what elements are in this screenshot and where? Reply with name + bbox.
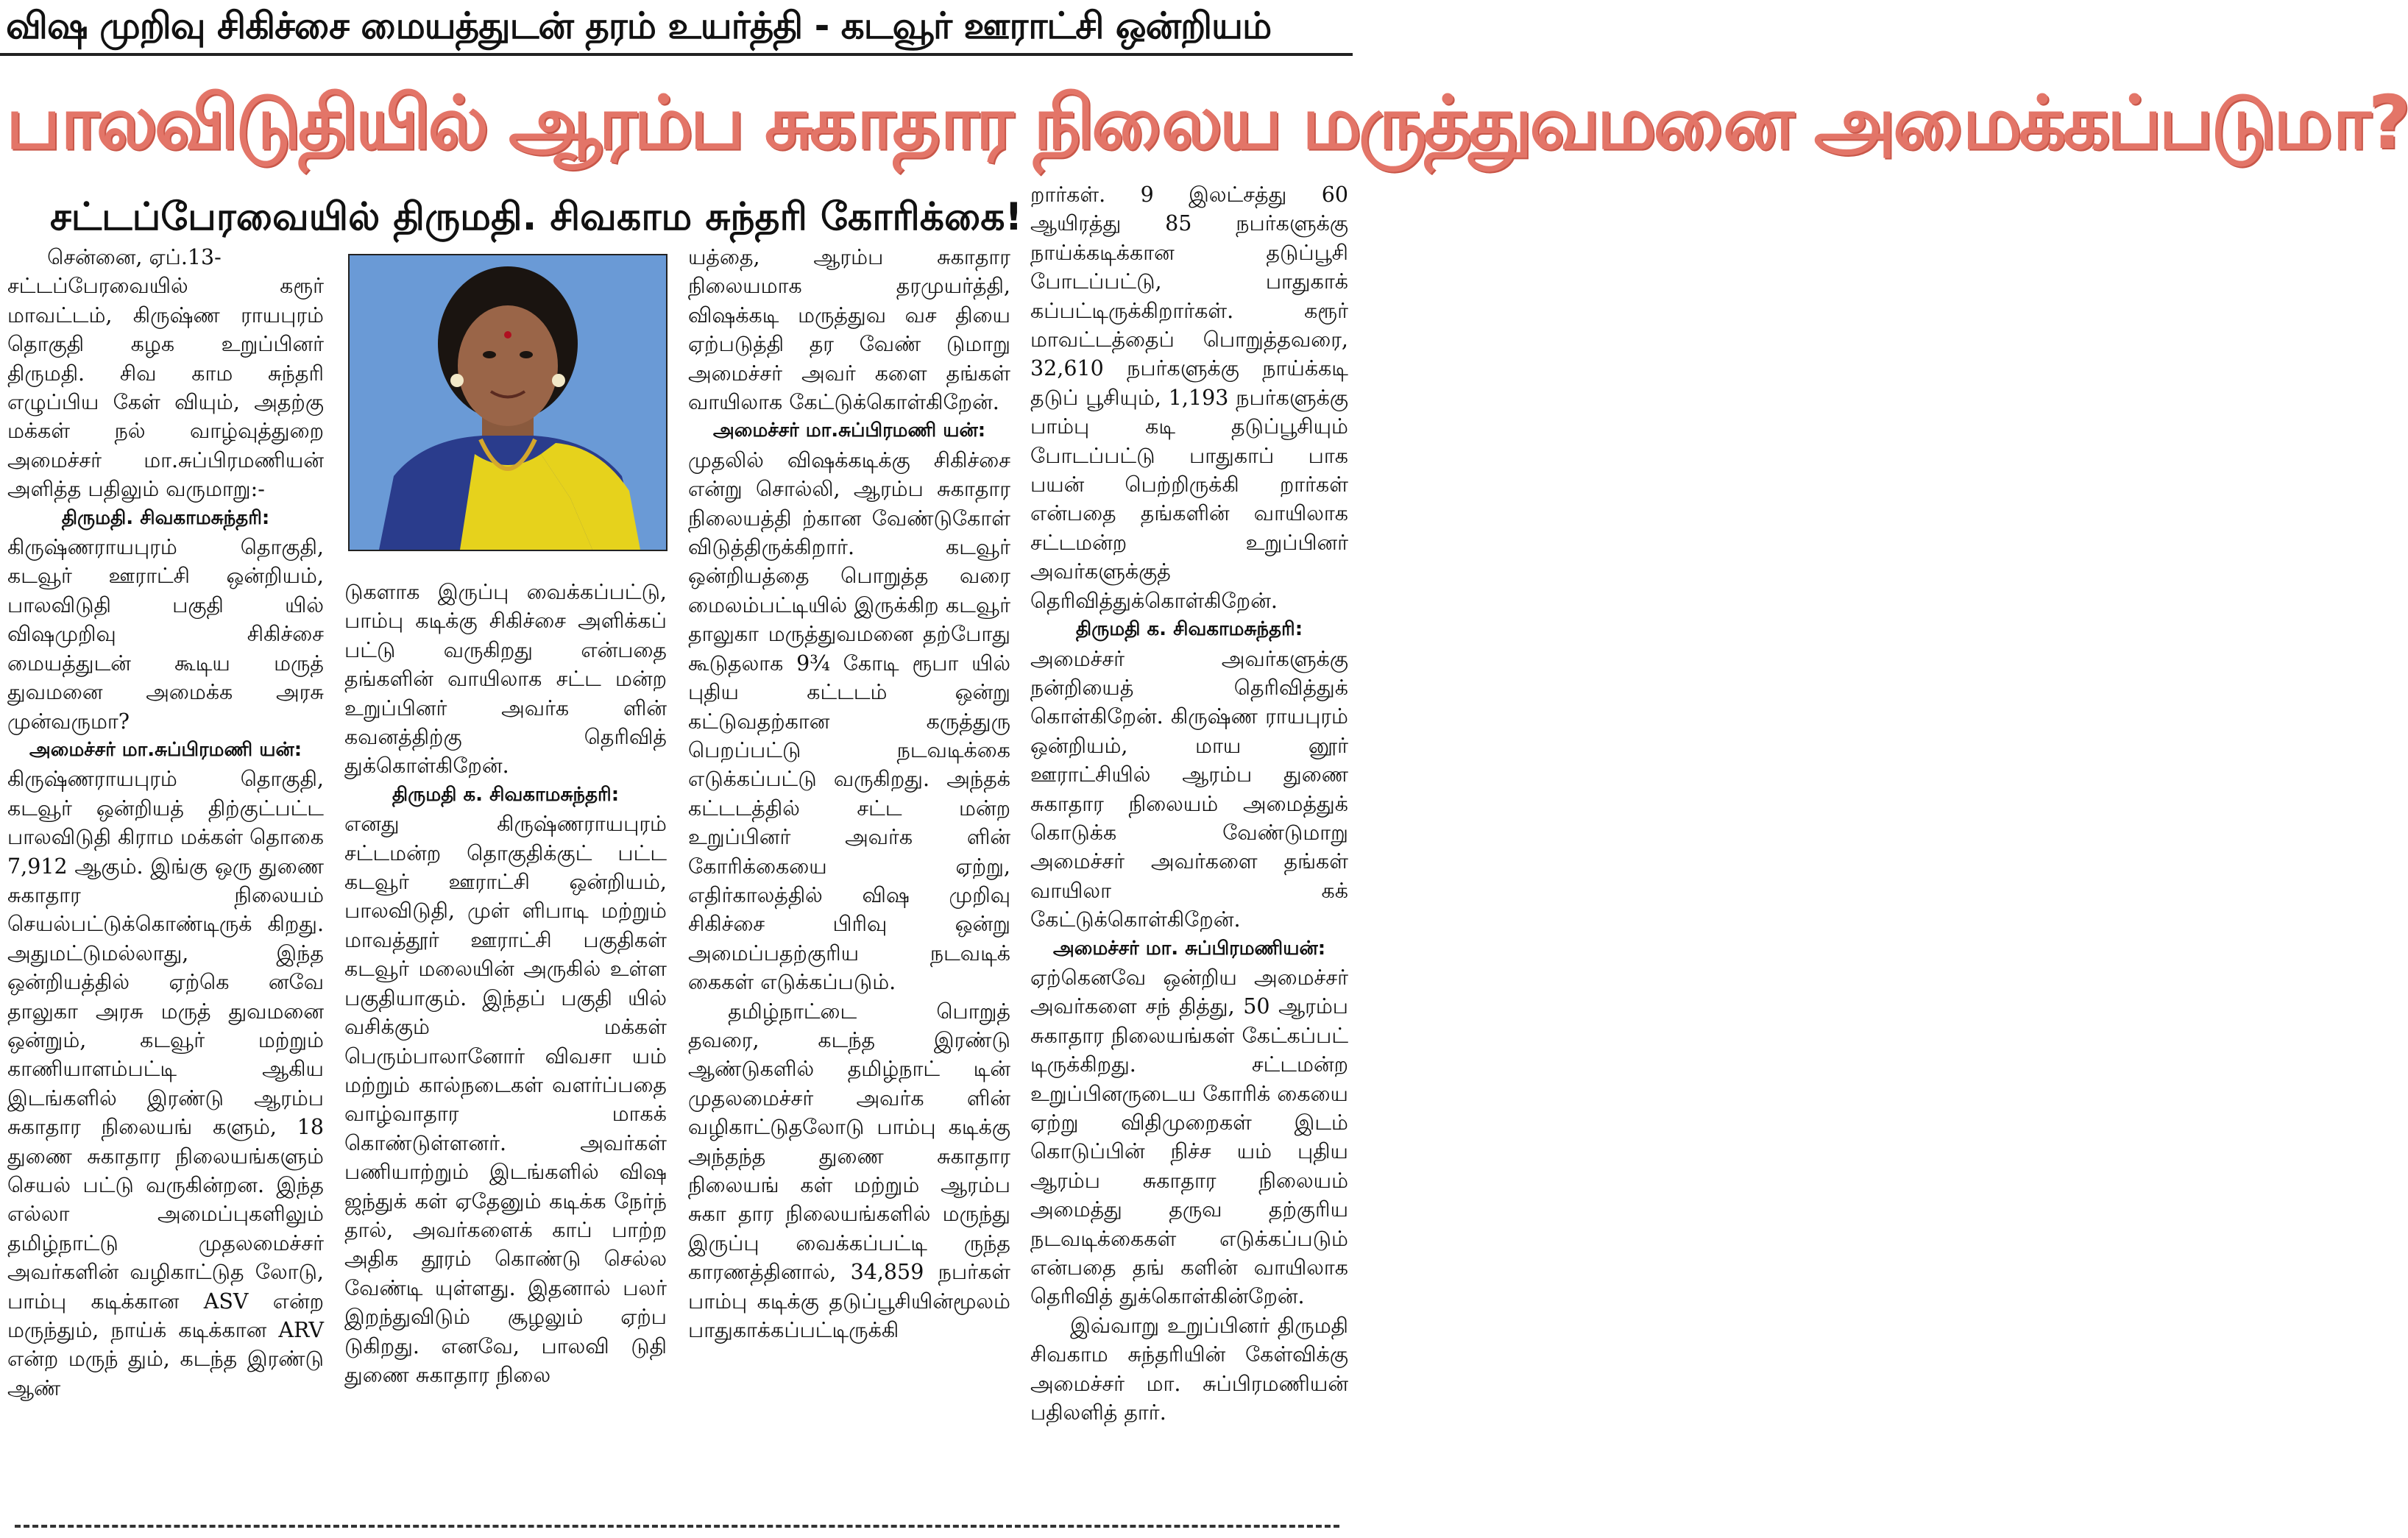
article-column-2 [344,578,667,1520]
question-paragraph: அமைச்சர் அவர்களுக்கு நன்றியைத் தெரிவித்துக் கொள்கிறேன். கிருஷ்ண ராயபுரம் ஒன்றியம், மாய னூர் ஊராட்சியில் ஆரம்ப துணை சுகாதார நிலையம் அமைத்துக் கொடுக்க வேண்டுமாறு அமைச்சர் அவர்களை தங்கள் வாயிலா கக் கேட்டுக்கொள்கிறேன். [1030,646,1348,932]
portrait-photo [348,254,667,551]
answer-paragraph: முதலில் விஷக்கடிக்கு சிகிச்சை என்று சொல்லி, ஆரம்ப சுகாதார நிலையத்தி ற்கான வேண்டுகோள் விடுத்திருக்கிறார். கடவூர் ஒன்றியத்தை பொறுத்த வரை மைலம்பட்டியில் இருக்கிற கடவூர் தாலுகா மருத்துவமனை தற்போது கூடுதலாக 9¾ கோடி ரூபா யில் புதிய கட்டடம் ஒன்று கட்டுவதற்கான கருத்துரு பெறப்பட்டு நடவடிக்கை எடுக்கப்பட்டு வருகிறது. அந்தக் கட்டடத்தில் சட்ட மன்ற உறுப்பினர் அவர்க ளின் கோரிக்கையை ஏற்று, எதிர்காலத்தில் விஷ முறிவு சிகிச்சை பிரிவு ஒன்று அமைப்பதற்குரிய நடவடிக் கைகள் எடுக்கப்படும். [688,447,1010,995]
kicker-divider [0,53,1353,56]
speaker-label: அமைச்சர் மா.சுப்பிரமணி யன்: [29,738,302,761]
speaker-label: திருமதி க. சிவகாமசுந்தரி: [1075,618,1303,641]
article-column-1 [7,243,324,1520]
question-paragraph: யத்தை, ஆரம்ப சுகாதார நிலையமாக தரமுயர்த்தி, விஷக்கடி மருத்துவ வச தியை ஏற்படுத்தி தர வேண் டுமாறு அமைச்சர் அவர் களை தங்கள் வாயிலாக கேட்டுக்கொள்கிறேன். [688,245,1010,415]
bottom-dashed-divider [15,1525,1339,1528]
answer-paragraph: ஏற்கெனவே ஒன்றிய அமைச்சர் அவர்களை சந் தித்து, 50 ஆரம்ப சுகாதார நிலையங்கள் கேட்கப்பட் டிருக்கிறது. சட்டமன்ற உறுப்பினருடைய கோரிக் கையை ஏற்று விதிமுறைகள் இடம் கொடுப்பின் நிச்ச யம் புதிய ஆரம்ப சுகாதார நிலையம் அமைத்து தருவ தற்குரிய நடவடிக்கைகள் எடுக்கப்படும் என்பதை தங் களின் வாயிலாக தெரிவித் துக்கொள்கின்றேன். [1030,965,1348,1309]
article-column-3 [688,243,1010,1520]
article-column-4 [1030,180,1348,1520]
kicker-line: விஷ முறிவு சிகிச்சை மையத்துடன் தரம் உயர்த்தி - கடவூர் ஊராட்சி ஒன்றியம் [6,4,1272,47]
question-paragraph: எனது கிருஷ்ணராயபுரம் சட்டமன்ற தொகுதிக்குட் பட்ட கடவூர் ஊராட்சி ஒன்றியம், பாலவிடுதி, முள் ளிபாடி மற்றும் மாவத்தூர் ஊராட்சி பகுதிகள் கடவூர் மலையின் அருகில் உள்ள பகுதியாகும். இந்தப் பகுதி யில் வசிக்கும் மக்கள் பெரும்பாலானோர் விவசா யம் மற்றும் கால்நடைகள் வளர்ப்பதை வாழ்வாதார மாகக் கொண்டுள்ளனர். அவர்கள் பணியாற்றும் இடங்களில் விஷ ஜந்துக் கள் ஏதேனும் கடிக்க நேர்ந் தால், அவர்களைக் காப் பாற்ற அதிக தூரம் கொண்டு செல்ல வேண்டி யுள்ளது. இதனால் பலர் இறந்துவிடும் சூழலும் ஏற்ப டுகிறது. எனவே, பாலவி டுதி துணை சுகாதார நிலை [344,812,667,1387]
speaker-label: திருமதி க. சிவகாமசுந்தரி: [392,783,620,806]
speaker-label: திருமதி. சிவகாமசுந்தரி: [61,506,270,529]
speaker-label: அமைச்சர் மா. சுப்பிரமணியன்: [1052,937,1326,960]
portrait-illustration [350,255,666,550]
intro-paragraph: சட்டப்பேரவையில் கரூர் மாவட்டம், கிருஷ்ண ராயபுரம் தொகுதி கழக உறுப்பினர் திருமதி. சிவ காம சுந்தரி எழுப்பிய கேள் வியும், அதற்கு மக்கள் நல் வாழ்வுத்துறை அமைச்சர் மா.சுப்பிரமணியன் அளித்த பதிலும் வருமாறு:- [7,274,324,502]
subheadline: சட்டப்பேரவையில் திருமதி. சிவகாம சுந்தரி கோரிக்கை! [50,195,1023,239]
speaker-label: அமைச்சர் மா.சுப்பிரமணி யன்: [712,419,986,442]
closing-paragraph: இவ்வாறு உறுப்பினர் திருமதி சிவகாம சுந்தரியின் கேள்விக்கு அமைச்சர் மா. சுப்பிரமணியன் பதிலளித் தார். [1030,1313,1348,1425]
answer-paragraph: கிருஷ்ணராயபுரம் தொகுதி, கடவூர் ஒன்றியத் திற்குட்பட்ட பாலவிடுதி கிராம மக்கள் தொகை 7,912 ஆகும். இங்கு ஒரு துணை சுகாதார நிலையம் செயல்பட்டுக்கொண்டிருக் கிறது. அதுமட்டுமல்லாது, இந்த ஒன்றியத்தில் ஏற்கெ னவே தாலுகா அரசு மருத் துவமனை ஒன்றும், கடவூர் மற்றும் காணியாளம்பட்டி ஆகிய இடங்களில் இரண்டு ஆரம்ப சுகாதார நிலையங் களும், 18 துணை சுகாதார நிலையங்களும் செயல் பட்டு வருகின்றன. இந்த எல்லா அமைப்புகளிலும் தமிழ்நாட்டு முதலமைச்சர் அவர்களின் வழிகாட்டுத லோடு, பாம்பு கடிக்கான ASV என்ற மருந்தும், நாய்க் கடிக்கான ARV என்ற மருந் தும், கடந்த இரண்டு ஆண் [7,767,324,1400]
question-paragraph: கிருஷ்ணராயபுரம் தொகுதி, கடவூர் ஊராட்சி ஒன்றியம், பாலவிடுதி பகுதி யில் விஷமுறிவு சிகிச்சை மையத்துடன் கூடிய மருத் துவமனை அமைக்க அரசு முன்வருமா? [7,535,324,734]
answer-paragraph: தமிழ்நாட்டை பொறுத் தவரை, கடந்த இரண்டு ஆண்டுகளில் தமிழ்நாட் டின் முதலமைச்சர் அவர்க ளின் வழிகாட்டுதலோடு பாம்பு கடிக்கு அந்தந்த துணை சுகாதார நிலையங் கள் மற்றும் ஆரம்ப சுகா தார நிலையங்களில் மருந்து இருப்பு வைக்கப்பட்டி ருந்த காரணத்தினால், 34,859 நபர்கள் பாம்பு கடிக்கு தடுப்பூசியின்மூலம் பாதுகாக்கப்பட்டிருக்கி [688,999,1010,1343]
dateline: சென்னை, ஏப்.13- [47,245,222,269]
headline: பாலவிடுதியில் ஆரம்ப சுகாதார நிலைய மருத்துவமனை அமைக்கப்படுமா? [6,79,2408,166]
answer-paragraph: டுகளாக இருப்பு வைக்கப்பட்டு, பாம்பு கடிக்கு சிகிச்சை அளிக்கப் பட்டு வருகிறது என்பதை தங்களின் வாயிலாக சட்ட மன்ற உறுப்பினர் அவர்க ளின் கவனத்திற்கு தெரிவித் துக்கொள்கிறேன். [344,580,667,779]
answer-paragraph: றார்கள். 9 இலட்சத்து 60 ஆயிரத்து 85 நபர்களுக்கு நாய்க்கடிக்கான தடுப்பூசி போடப்பட்டு, பாதுகாக் கப்பட்டிருக்கிறார்கள். கரூர் மாவட்டத்தைப் பொறுத்தவரை, 32,610 நபர்களுக்கு நாய்க்கடி தடுப் பூசியும், 1,193 நபர்களுக்கு பாம்பு கடி தடுப்பூசியும் போடப்பட்டு பாதுகாப் பாக பயன் பெற்றிருக்கி றார்கள் என்பதை தங்களின் வாயிலாக சட்டமன்ற உறுப்பினர் அவர்களுக்குத் தெரிவித்துக்கொள்கிறேன். [1030,182,1348,613]
